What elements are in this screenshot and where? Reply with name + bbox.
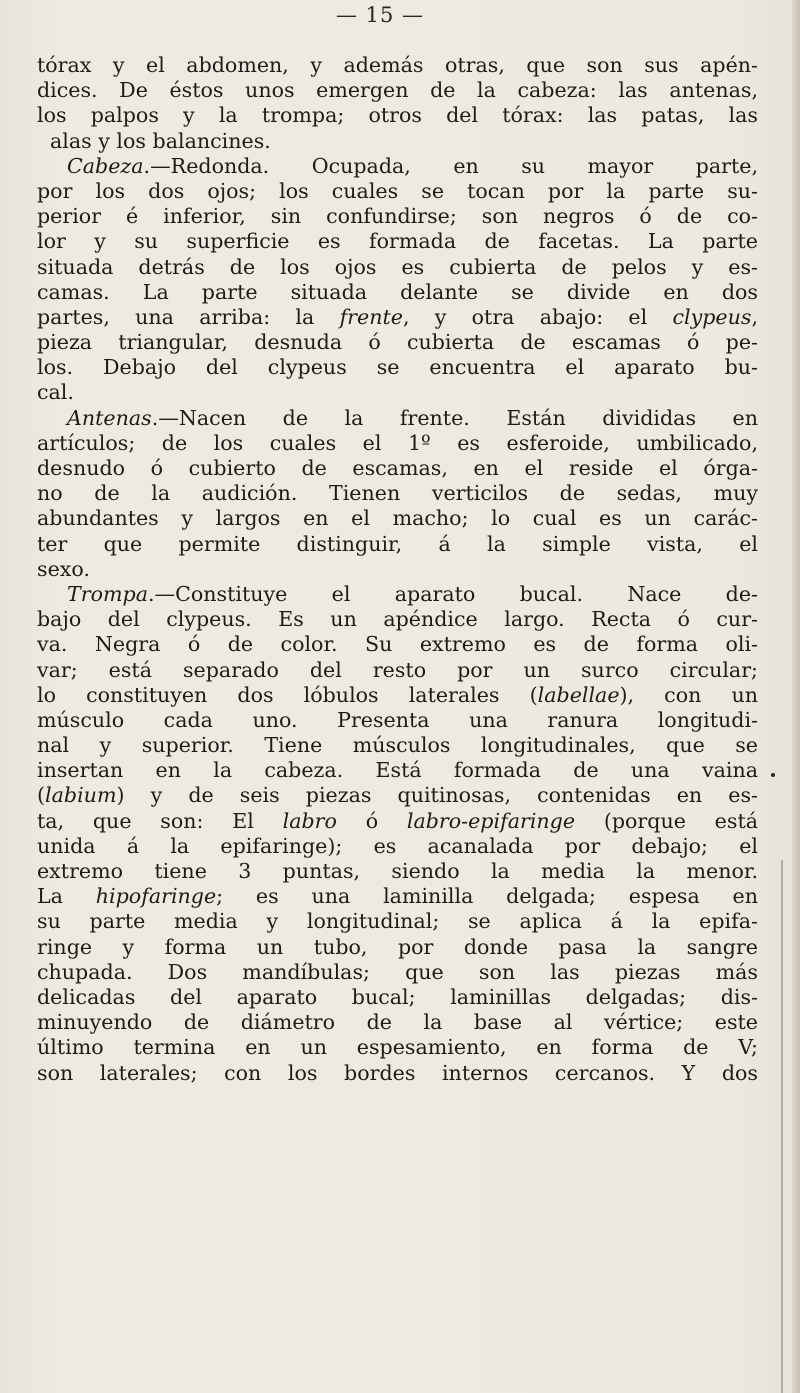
term-clypeus: clypeus bbox=[672, 304, 752, 329]
text-line: unida á la epifaringe); es acanalada por debajo; el bbox=[37, 833, 758, 858]
text-line: por los dos ojos; los cuales se tocan por la parte su- bbox=[37, 178, 758, 203]
text-line: insertan en la cabeza. Está formada de una vaina bbox=[37, 758, 758, 783]
paragraph-antenas-first-line bbox=[37, 406, 758, 431]
text-fragment: ) y de seis piezas quitinosas, contenidas en es- bbox=[116, 783, 758, 808]
term-hipofaringe: hipofaringe bbox=[95, 884, 217, 909]
text-fragment: ó bbox=[336, 808, 407, 833]
term-labium: labium bbox=[45, 783, 117, 808]
text-line: son laterales; con los bordes internos cercanos. Y dos bbox=[37, 1060, 758, 1085]
text-line: pieza triangular, desnuda ó cubierta de escamas ó pe- bbox=[37, 330, 758, 355]
heading-antenas: Antenas bbox=[67, 405, 152, 430]
text-line: dices. De éstos unos emergen de la cabeza: las antenas, bbox=[37, 78, 758, 103]
text-line: situada detrás de los ojos es cubierta de pelos y es- bbox=[37, 254, 758, 279]
text-line: ter que permite distinguir, á la simple vista, el bbox=[37, 531, 758, 556]
text-line: var; está separado del resto por un surco circular; bbox=[37, 657, 758, 682]
text-line: cal. bbox=[37, 380, 74, 405]
text-line: sexo. bbox=[37, 556, 90, 581]
term-labro: labro bbox=[282, 808, 337, 833]
text-fragment: .—Constituye el aparato bucal. Nace de- bbox=[147, 581, 758, 606]
paragraph-cabeza-first-line bbox=[37, 154, 758, 179]
text-line: va. Negra ó de color. Su extremo es de forma oli- bbox=[37, 632, 758, 657]
text-line: bajo del clypeus. Es un apéndice largo. Recta ó cur- bbox=[37, 607, 758, 632]
text-fragment: .—Nacen de la frente. Están divididas en bbox=[151, 405, 758, 430]
text-fragment: (porque está bbox=[575, 808, 758, 833]
text-line: nal y superior. Tiene músculos longitudinales, que se bbox=[37, 733, 758, 758]
text-fragment: .—Redonda. Ocupada, en su mayor parte, bbox=[143, 153, 758, 178]
page-edge-shadow bbox=[781, 860, 783, 1393]
text-line: artículos; de los cuales el 1º es esferoide, umbilicado, bbox=[37, 430, 758, 455]
text-line-with-italics bbox=[37, 783, 758, 808]
text-line: camas. La parte situada delante se divide en dos bbox=[37, 279, 758, 304]
text-line: último termina en un espesamiento, en forma de V; bbox=[37, 1035, 758, 1060]
text-line-with-italics bbox=[37, 305, 758, 330]
text-line: su parte media y longitudinal; se aplica á la epifa- bbox=[37, 909, 758, 934]
term-frente: frente bbox=[339, 304, 403, 329]
page-edge bbox=[792, 0, 800, 1393]
text-fragment: ( bbox=[37, 783, 46, 808]
text-fragment: , y otra abajo: el bbox=[402, 304, 673, 329]
term-labro-epifaringe: labro-epifaringe bbox=[406, 808, 576, 833]
heading-cabeza: Cabeza bbox=[67, 153, 144, 178]
text-line: minuyendo de diámetro de la base al vértice; este bbox=[37, 1010, 758, 1035]
paragraph-trompa-first-line bbox=[37, 582, 758, 607]
text-fragment: ta, que son: El bbox=[37, 808, 283, 833]
text-line: perior é inferior, sin confundirse; son negros ó de co- bbox=[37, 204, 758, 229]
text-line: abundantes y largos en el macho; lo cual es un carác- bbox=[37, 506, 758, 531]
text-line: chupada. Dos mandíbulas; que son las piezas más bbox=[37, 959, 758, 984]
text-fragment: partes, una arriba: la bbox=[37, 304, 340, 329]
text-line: tórax y el abdomen, y además otras, que son sus apén- bbox=[37, 53, 758, 77]
text-line-with-italics bbox=[37, 683, 758, 708]
heading-trompa: Trompa bbox=[67, 581, 148, 606]
text-line: los palpos y la trompa; otros del tórax: las patas, las bbox=[37, 103, 758, 128]
text-fragment: La bbox=[37, 884, 96, 909]
text-line: los. Debajo del clypeus se encuentra el aparato bu- bbox=[37, 355, 758, 380]
text-line: no de la audición. Tienen verticilos de sedas, muy bbox=[37, 481, 758, 506]
margin-speck bbox=[771, 773, 775, 777]
text-line-with-italics bbox=[37, 884, 758, 909]
text-fragment: lo constituyen dos lóbulos laterales ( bbox=[37, 682, 538, 707]
text-line: lor y su superficie es formada de facetas. La parte bbox=[37, 229, 758, 254]
text-fragment: ; es una laminilla delgada; espesa en bbox=[216, 884, 759, 909]
text-fragment: , bbox=[751, 304, 758, 329]
text-line: delicadas del aparato bucal; laminillas delgadas; dis- bbox=[37, 984, 758, 1009]
text-line: desnudo ó cubierto de escamas, en el reside el órga- bbox=[37, 456, 758, 480]
term-labellae: labellae bbox=[537, 682, 620, 707]
text-line-with-italics bbox=[37, 809, 758, 834]
body-text bbox=[37, 53, 758, 1086]
text-line: alas y los balancines. bbox=[50, 128, 271, 153]
text-fragment: ), con un bbox=[619, 682, 758, 707]
text-line: ringe y forma un tubo, por donde pasa la sangre bbox=[37, 934, 758, 959]
text-line: músculo cada uno. Presenta una ranura longitudi- bbox=[37, 707, 758, 732]
text-line: extremo tiene 3 puntas, siendo la media la menor. bbox=[37, 859, 758, 883]
page-number: — 15 — bbox=[335, 3, 425, 27]
